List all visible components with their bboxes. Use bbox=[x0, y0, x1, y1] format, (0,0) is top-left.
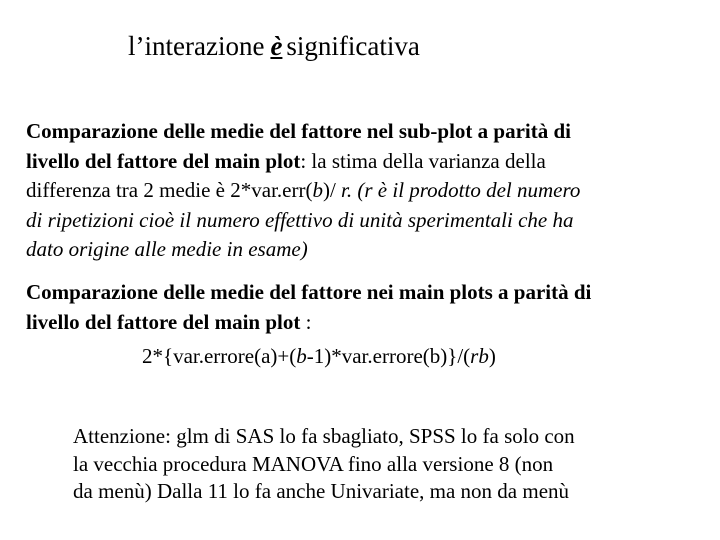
formula-b: b bbox=[296, 344, 307, 368]
paragraph-subplot-comparison bbox=[26, 117, 706, 265]
paragraph1-line5: dato origine alle medie in esame) bbox=[26, 237, 308, 261]
note-line2: la vecchia procedura MANOVA fino alla versione 8 (non bbox=[73, 451, 554, 476]
paragraph1-line2-bold: livello del fattore del main plot bbox=[26, 148, 301, 173]
paragraph1-line3-italic: r. (r è il prodotto del numero bbox=[335, 178, 581, 202]
formula-part3: ) bbox=[488, 344, 496, 368]
paragraph2-line1: Comparazione delle medie del fattore nei main plots a parità di bbox=[26, 280, 592, 304]
formula-rb: rb bbox=[470, 344, 489, 368]
software-note bbox=[73, 423, 575, 506]
paragraph2-line2-bold: livello del fattore del main plot bbox=[26, 309, 301, 334]
paragraph1-line2 bbox=[26, 147, 706, 177]
paragraph1-line3-mid: )/ bbox=[322, 178, 336, 202]
paragraph1-line2-rest: : la stima della varianza della bbox=[300, 148, 546, 173]
formula-part2: -1)*var.errore(b)}/( bbox=[306, 344, 471, 368]
slide-title bbox=[128, 28, 420, 64]
paragraph-mainplot-comparison bbox=[26, 278, 706, 337]
paragraph1-line3 bbox=[26, 176, 706, 206]
paragraph2-line2-rest: : bbox=[300, 309, 312, 334]
paragraph1-line3-normal: differenza tra 2 medie è 2*var.err( bbox=[26, 178, 313, 202]
title-emphasis: è bbox=[270, 31, 283, 61]
note-line1: Attenzione: glm di SAS lo fa sbagliato, SPSS lo fa solo con bbox=[73, 424, 575, 448]
paragraph1-line4: di ripetizioni cioè il numero effettivo di unità sperimentali che ha bbox=[26, 207, 574, 232]
paragraph1-line1: Comparazione delle medie del fattore nel sub-plot a parità di bbox=[26, 119, 571, 143]
paragraph2-line2 bbox=[26, 308, 706, 338]
note-line3: da menù) Dalla 11 lo fa anche Univariate, ma non da menù bbox=[73, 479, 570, 503]
formula bbox=[142, 341, 496, 371]
title-text-after: significativa bbox=[286, 31, 420, 61]
title-text-before: l’interazione bbox=[128, 31, 265, 61]
formula-part1: 2*{var.errore(a)+( bbox=[142, 344, 297, 368]
paragraph1-line3-b: b bbox=[312, 178, 323, 202]
